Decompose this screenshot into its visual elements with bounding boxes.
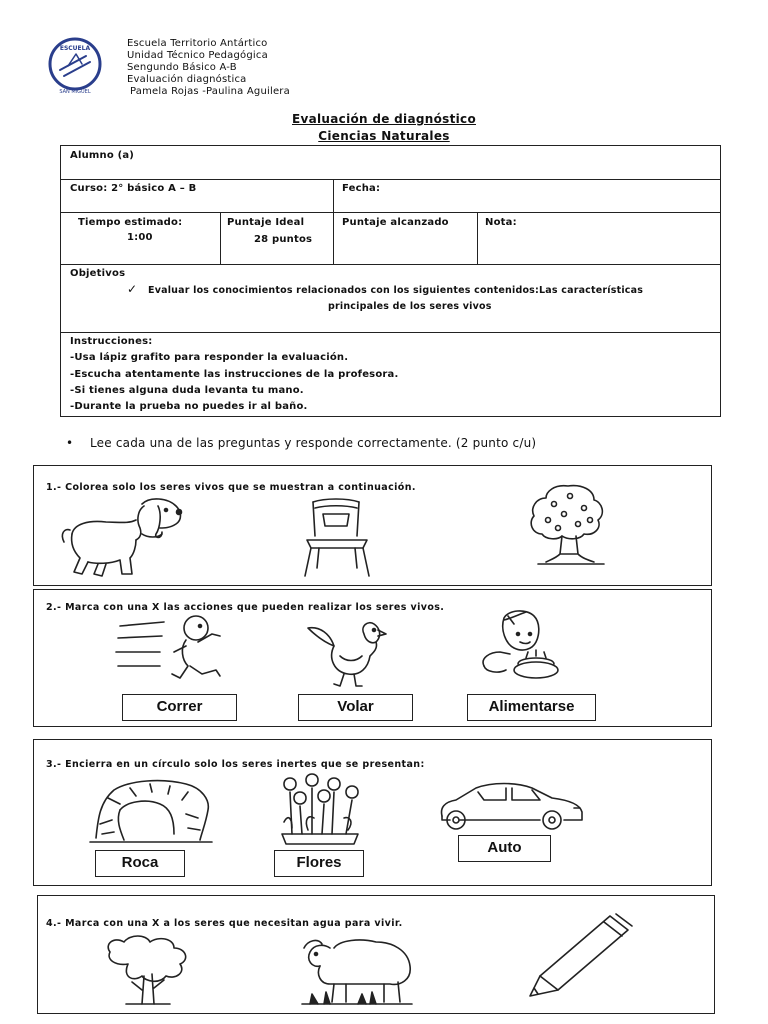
ideal-score-value: 28 puntos	[254, 234, 313, 245]
question-3-box	[33, 739, 712, 886]
grade-label: Nota:	[485, 217, 517, 228]
label-volar: Volar	[298, 694, 413, 721]
logo-bottom-text: SAN MIGUEL	[59, 89, 91, 95]
running-boy-icon	[114, 612, 244, 692]
objectives-label: Objetivos	[70, 268, 126, 279]
objective-line-1: Evaluar los conocimientos relacionados con los siguientes contenidos:Las características	[148, 285, 644, 296]
date-label: Fecha:	[342, 183, 381, 194]
instruction-1: -Usa lápiz grafito para responder la evaluación.	[70, 352, 349, 363]
time-value: 1:00	[127, 232, 153, 243]
instruction-3: -Si tienes alguna duda levanta tu mano.	[70, 385, 304, 396]
bullet-icon: •	[66, 436, 74, 450]
car-icon	[436, 780, 586, 834]
question-2-box	[33, 589, 712, 727]
question-2-text: 2.- Marca con una X las acciones que pueden realizar los seres vivos.	[46, 602, 445, 613]
page-subtitle: Ciencias Naturales	[318, 129, 450, 143]
header-course: Sengundo Básico A-B	[127, 62, 237, 73]
intro-text: Lee cada una de las preguntas y responde correctamente. (2 punto c/u)	[90, 436, 537, 450]
objective-line-2: principales de los seres vivos	[328, 301, 492, 312]
tree-icon	[524, 482, 614, 568]
chair-icon	[301, 496, 373, 580]
header-teachers: Pamela Rojas -Paulina Aguilera	[130, 86, 290, 97]
instruction-4: -Durante la prueba no puedes ir al baño.	[70, 401, 308, 412]
question-1-text: 1.- Colorea solo los seres vivos que se muestran a continuación.	[46, 482, 416, 493]
label-auto: Auto	[458, 835, 551, 862]
course-label: Curso: 2° básico A – B	[70, 183, 197, 194]
question-4-box	[37, 895, 715, 1014]
eating-boy-icon	[474, 608, 564, 688]
ideal-score-label: Puntaje Ideal	[227, 217, 305, 228]
question-4-text: 4.- Marca con una X a los seres que necesitan agua para vivir.	[46, 918, 403, 929]
label-correr: Correr	[122, 694, 237, 721]
tree-outline-icon	[98, 934, 198, 1008]
pencil-icon	[528, 912, 632, 998]
dog-icon	[58, 494, 188, 580]
instructions-label: Instrucciones:	[70, 336, 153, 347]
label-flores: Flores	[274, 850, 364, 877]
time-label: Tiempo estimado:	[78, 217, 183, 228]
question-3-text: 3.- Encierra en un círculo solo los seres inertes que se presentan:	[46, 759, 425, 770]
question-1-box	[33, 465, 712, 586]
info-table	[60, 145, 721, 417]
header-unit: Unidad Técnico Pedagógica	[127, 50, 268, 61]
check-icon: ✓	[127, 282, 138, 296]
header-school: Escuela Territorio Antártico	[127, 38, 268, 49]
logo-top-text: ESCUELA	[59, 45, 91, 52]
label-roca: Roca	[95, 850, 185, 877]
page-title: Evaluación de diagnóstico	[292, 112, 476, 126]
label-alimentarse: Alimentarse	[467, 694, 596, 721]
instruction-2: -Escucha atentamente las instrucciones de la profesora.	[70, 369, 399, 380]
bird-icon	[304, 616, 390, 690]
student-label: Alumno (a)	[70, 150, 135, 161]
header-eval-type: Evaluación diagnóstica	[127, 74, 247, 85]
school-logo	[46, 36, 104, 98]
flowers-icon	[274, 774, 364, 848]
sheep-icon	[300, 928, 416, 1008]
achieved-score-label: Puntaje alcanzado	[342, 217, 449, 228]
rock-icon	[90, 774, 214, 846]
